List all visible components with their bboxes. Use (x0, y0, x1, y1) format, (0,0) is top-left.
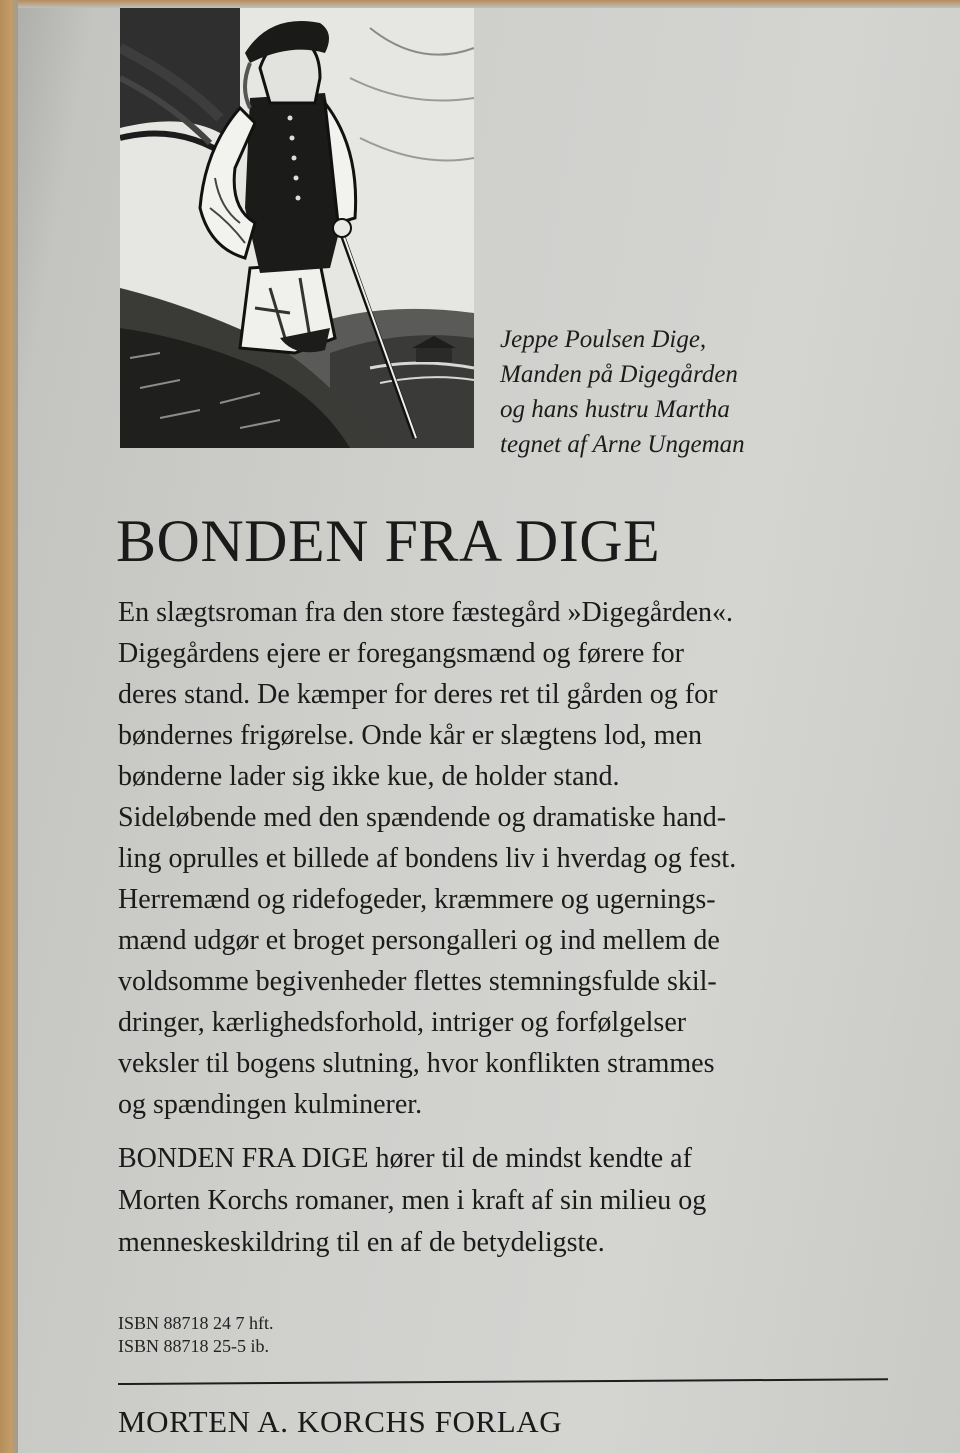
publisher-name: MORTEN A. KORCHS FORLAG (118, 1404, 563, 1439)
caption-line: tegnet af Arne Ungeman (500, 431, 745, 458)
blurb-line: deres stand. De kæmper for deres ret til gården og for (118, 679, 718, 710)
blurb-summary (118, 1138, 878, 1264)
cover-top-edge (0, 0, 960, 8)
blurb-line: mænd udgør et broget persongalleri og ind mellem de (118, 925, 720, 956)
divider-rule (118, 1378, 888, 1385)
blurb-line: og spændingen kulminerer. (118, 1089, 423, 1120)
isbn-paperback: ISBN 88718 24 7 hft. (118, 1313, 274, 1333)
blurb-line: Sideløbende med den spændende og dramatiske hand- (118, 802, 727, 833)
blurb-line: bønderne lader sig ikke kue, de holder stand. (118, 761, 620, 792)
blurb-line: Herremænd og ridefogeder, kræmmere og ugernings- (118, 884, 716, 915)
summary-line: menneskeskildring til en af de betydeligste. (118, 1227, 605, 1258)
blurb-description (118, 592, 878, 1125)
blurb-line: bøndernes frigørelse. Onde kår er slægtens lod, men (118, 720, 702, 751)
blurb-line: voldsomme begivenheder flettes stemningsfulde skil- (118, 966, 717, 997)
blurb-line: dringer, kærlighedsforhold, intriger og forfølgelser (118, 1007, 687, 1038)
summary-line: Morten Korchs romaner, men i kraft af sin milieu og (118, 1185, 707, 1216)
blurb-line: En slægtsroman fra den store fæstegård »Digegården«. (118, 597, 734, 628)
summary-line: BONDEN FRA DIGE hører til de mindst kendte af (118, 1143, 692, 1174)
blurb-line: veksler til bogens slutning, hvor konflikten strammes (118, 1048, 715, 1079)
isbn-hardcover: ISBN 88718 25-5 ib. (118, 1336, 270, 1356)
blurb-line: ling oprulles et billede af bondens liv i hverdag og fest. (118, 843, 737, 874)
cover-illustration (120, 8, 474, 448)
caption-line: og hans hustru Martha (500, 396, 730, 423)
caption-line: Manden på Digegården (500, 361, 738, 388)
caption-line: Jeppe Poulsen Dige, (500, 326, 707, 353)
illustration-caption (500, 322, 820, 462)
blurb-line: Digegårdens ejere er foregangsmænd og førere for (118, 638, 684, 669)
book-title: BONDEN FRA DIGE (116, 508, 661, 574)
cover-left-edge (0, 0, 18, 1453)
isbn-block (118, 1312, 274, 1358)
